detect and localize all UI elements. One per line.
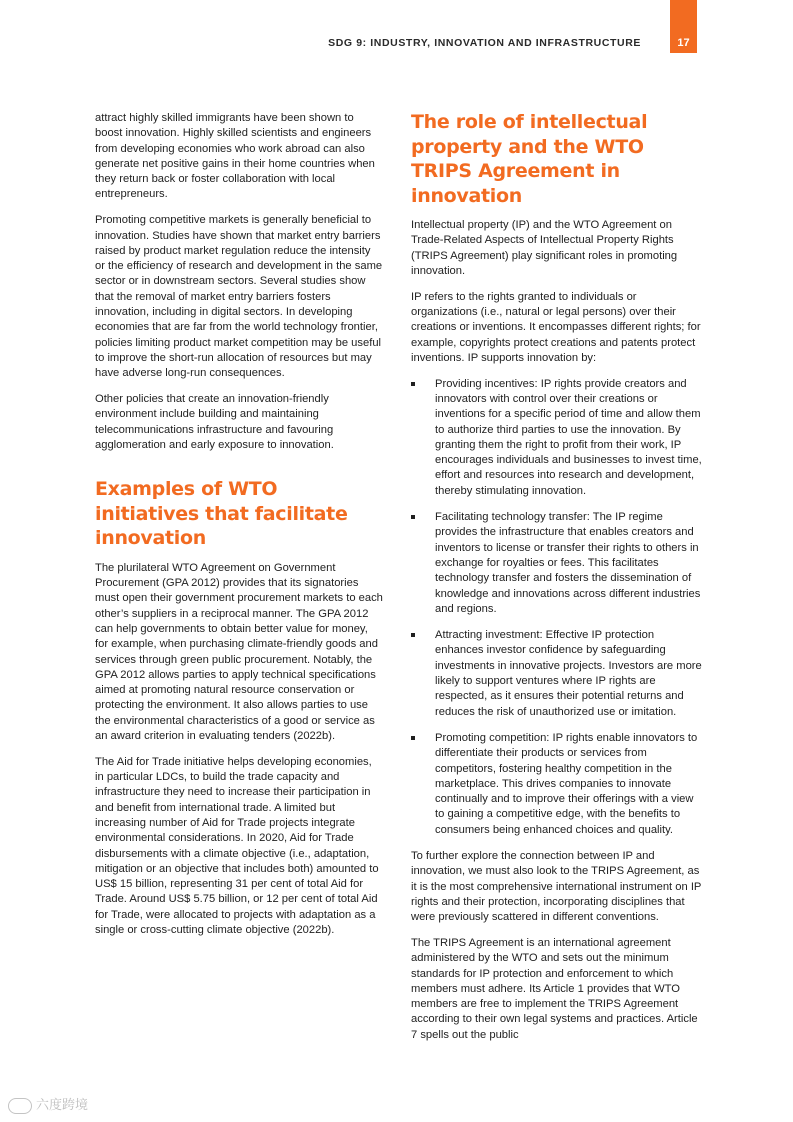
list-item [411,731,703,838]
body-paragraph: The plurilateral WTO Agreement on Government Procurement (GPA 2012) provides that its signatories must open their government procurement markets to each other’s suppliers in a reciprocal manner. The GPA 2012 can help governments to obtain better value for money, for example, when purchasing climate-friendly goods and services through green public procurement. Notably, the GPA 2012 allows parties to apply technical specifications aimed at promoting natural resource conservation or protecting the environment. It also allows parties to use the environmental characteristics of a good or service as an award criterion in evaluating tenders (2022b). [95,561,383,742]
page-number-tab: 17 [670,0,697,53]
body-paragraph: The TRIPS Agreement is an international agreement administered by the WTO and sets out the minimum standards for IP protection and enforcement to which members must adhere. Its Article 1 provides that WTO members are free to implement the TRIPS Agreement according to their own legal systems and practices. Article 7 spells out the public [411,936,698,1041]
list-item [411,510,703,617]
right-column [411,111,703,1054]
list-item-text: Providing incentives: IP rights provide creators and innovators with control over their creations or inventions for a specific period of time and allow them to authorize third parties to use the innovation. By granting them the right to profit from their work, IP encourages individuals and businesses to invest time, effort and resources into research and development, thereby stimulating innovation. [435,377,702,497]
body-paragraph: Intellectual property (IP) and the WTO Agreement on Trade-Related Aspects of Intellectual Property Rights (TRIPS Agreement) play significant roles in promoting innovation. [411,219,678,277]
bullet-square-icon [411,736,415,740]
left-column [95,111,383,949]
body-paragraph: To further explore the connection between IP and innovation, we must also look to the TRIPS Agreement, as it is the most comprehensive international instrument on IP rights and their protection, incorporating disciplines that were previously scattered in different conventions. [411,849,702,924]
bullet-square-icon [411,382,415,386]
list-item [411,377,703,499]
ip-benefits-list [411,377,703,838]
body-paragraph: Other policies that create an innovation-friendly environment include building and maintaining telecommunications infrastructure and favouring agglomeration and early exposure to innovation. [95,393,334,451]
bullet-square-icon [411,633,415,637]
section-heading-wto-initiatives: Examples of WTO initiatives that facilitate innovation [95,478,348,550]
list-item-text: Facilitating technology transfer: The IP regime provides the infrastructure that enables creators and inventors to license or transfer their rights to others in exchange for royalties or fees. This facilitates technology transfer and fosters the dissemination of knowledge and innovations across different industries and regions. [435,511,701,615]
bullet-square-icon [411,515,415,519]
list-item-text: Attracting investment: Effective IP protection enhances investor confidence by safeguarding investments in innovative projects. Investors are more likely to support ventures where IP rights are respected, as it ensures their potential returns and reduces the risk of unauthorized use or imitation. [435,629,702,718]
body-paragraph: Promoting competitive markets is generally beneficial to innovation. Studies have shown that market entry barriers raised by product market regulation reduce the intensity or the efficiency of research and development in the same sector or in downstream sectors. Several studies show that the removal of market entry barriers fosters innovation, including in digital sectors. In developing economies that are far from the world technology frontier, policies limiting product market competition may be useful to improve the short-run allocation of resources but may have adverse long-run consequences. [95,214,383,380]
watermark-text: 六度跨境 [36,1097,89,1113]
watermark-logo-icon [8,1098,32,1114]
body-paragraph: IP refers to the rights granted to individuals or organizations (i.e., natural or legal persons) over their creations or inventions. It encompasses different rights; for example, copyrights protect creations and patents protect inventions. IP supports innovation by: [411,290,701,364]
section-heading-ip-trips: The role of intellectual property and the WTO TRIPS Agreement in innovation [411,111,648,207]
list-item-text: Promoting competition: IP rights enable innovators to differentiate their products or services from competitors, fostering healthy competition in the marketplace. This drives companies to innovate continually and to improve their offerings with a view to gaining a competitive edge, with the benefits to consumers being enhanced choices and quality. [435,731,698,836]
body-paragraph: The Aid for Trade initiative helps developing economies, in particular LDCs, to build the trade capacity and infrastructure they need to increase their participation in and benefit from international trade. A limited but increasing number of Aid for Trade projects integrate environmental considerations. In 2020, Aid for Trade disbursements with a climate objective (i.e., adaptation, mitigation or an objective that includes both) amounted to US$ 15 billion, representing 31 per cent of total Aid for Trade. Around US$ 5.75 billion, or 12 per cent of total Aid for Trade, were allocated to projects with adaptation as a single or cross-cutting climate objective (2022b). [95,755,379,937]
list-item [411,628,703,720]
running-header-title: SDG 9: INDUSTRY, INNOVATION AND INFRASTRUCTURE [328,37,641,49]
watermark [8,1094,88,1114]
body-paragraph: attract highly skilled immigrants have been shown to boost innovation. Highly skilled scientists and engineers from developing economies who work abroad can also generate net positive gains in their home countries when they return back or foster collaboration with local entrepreneurs. [95,112,375,201]
